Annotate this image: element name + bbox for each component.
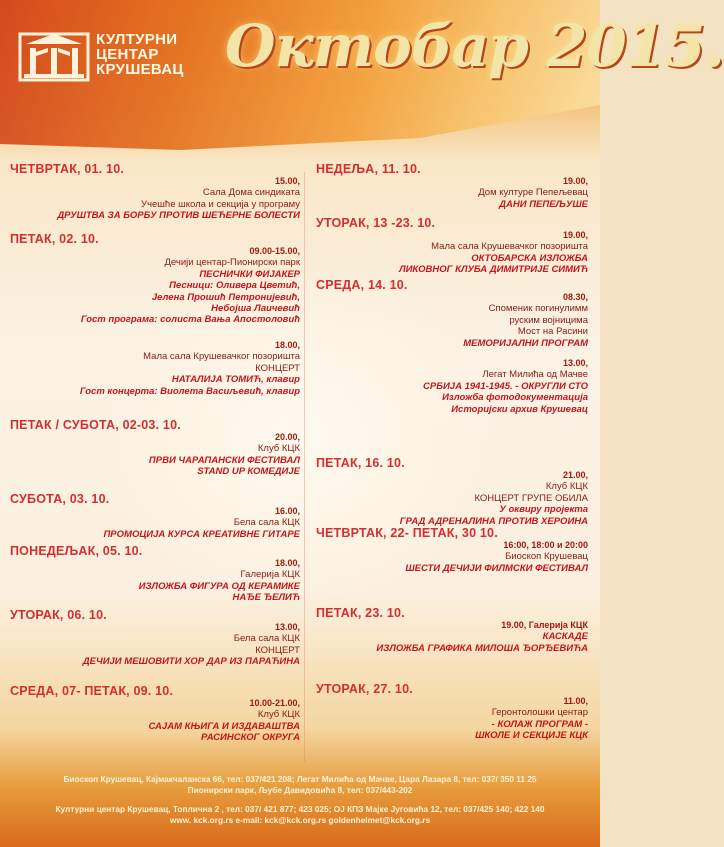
org-line: КУЛТУРНИ: [96, 31, 178, 48]
event-block: [10, 232, 300, 326]
event-day: СРЕДА, 14. 10.: [316, 278, 408, 292]
event-block: [316, 162, 588, 210]
event-title-line: НАЂЕ ЂЕЛИЋ: [232, 592, 300, 604]
event-title-line: ПРОМОЦИЈА КУРСА КРЕАТИВНЕ ГИТАРЕ: [103, 528, 300, 540]
event-block: [10, 608, 300, 668]
event-details: [316, 292, 588, 349]
event-day: ПЕТАК / СУБОТА, 02-03. 10.: [10, 418, 181, 432]
event-time: 13.00,: [562, 358, 588, 368]
event-venue-line: Сала Дома синдиката: [202, 187, 300, 199]
event-venue-line: руским војницима: [509, 314, 588, 326]
event-title-line: КАСКАДЕ: [542, 631, 588, 643]
footer-line: Пионирски парк, Љубе Давидовића 8, тел: 037/443-202: [187, 784, 413, 795]
event-title-line: Песници: Оливера Цветић,: [169, 280, 300, 292]
event-title-line: ПРВИ ЧАРАПАНСКИ ФЕСТИВАЛ: [148, 454, 300, 466]
event-block: [316, 682, 588, 742]
event-details: [10, 506, 300, 540]
event-time: 09.00-15.00,: [249, 246, 300, 256]
kck-logo-icon: [18, 28, 90, 84]
event-title-line: Гост концерта: Виолета Васиљевић, клавир: [79, 385, 300, 397]
footer-line: Биоскоп Крушевац, Кајмакчаланска 66, тел: 037/421 208; Легат Милића од Мачве, Цара Лазара 8, тел: 037/ 350 11 25: [63, 774, 537, 784]
event-block: [316, 606, 588, 654]
event-details: [10, 246, 300, 326]
event-venue-line: Легат Милића од Мачве: [482, 369, 588, 381]
event-block: [10, 492, 300, 540]
event-day: ПОНЕДЕЉАК, 05. 10.: [10, 544, 143, 558]
organization-name: [96, 32, 184, 77]
event-block: [10, 340, 300, 397]
event-block: [316, 216, 588, 276]
event-time: 16.00,: [274, 506, 300, 516]
event-time: 21.00,: [562, 470, 588, 480]
event-title-line: ДЕЧИЈИ МЕШОВИТИ ХОР ДАР ИЗ ПАРАЋИНА: [82, 656, 300, 668]
event-title-line: ДАНИ ПЕПЕЉУШЕ: [499, 198, 588, 210]
event-title-line: Небојша Лаичевић: [211, 303, 300, 315]
event-day: ПЕТАК, 16. 10.: [316, 456, 405, 470]
event-title-line: МЕМОРИЈАЛНИ ПРОГРАМ: [463, 337, 588, 349]
event-venue-line: Геронтолошки центар: [491, 707, 588, 719]
event-title-line: НАТАЛИЈА ТОМИЋ, клавир: [171, 374, 300, 386]
event-day: ПЕТАК, 23. 10.: [316, 606, 405, 620]
event-title-line: Историјски архив Крушевац: [451, 403, 588, 415]
org-line: КРУШЕВАЦ: [96, 61, 184, 78]
event-time: 19.00,: [562, 230, 588, 240]
event-title-line: САЈАМ КЊИГА И ИЗДАВАШТВА: [148, 720, 300, 732]
event-title-line: Јелена Прошић Петронијевић,: [151, 291, 300, 303]
event-block: [316, 278, 588, 349]
event-venue-line: Учешће школа и секција у програму: [141, 198, 300, 210]
event-details: [10, 622, 300, 668]
event-venue-line: Споменик погинулимм: [488, 303, 588, 315]
footer: [0, 774, 600, 825]
event-venue-line: Дечији центар-Пионирски парк: [164, 257, 300, 269]
footer-line: Културни центар Крушевац, Топлична 2 , тел: 037/ 421 877; 423 025; ОЈ КПЗ Мајке Југовића 12, тел: 037/425 140; 422 140: [55, 804, 545, 814]
event-time: 10.00-21.00,: [249, 698, 300, 708]
event-day: ЧЕТВРТАК, 01. 10.: [10, 162, 125, 176]
event-venue-line: Клуб КЦК: [257, 443, 300, 455]
event-time: 18.00,: [274, 340, 300, 350]
event-time: 15.00,: [274, 176, 300, 186]
event-venue-line: Мост на Расини: [517, 326, 588, 338]
event-block: [10, 544, 300, 604]
event-details: [10, 176, 300, 222]
event-venue-line: Клуб КЦК: [257, 709, 300, 721]
event-venue-line: КОНЦЕРТ: [255, 644, 300, 656]
event-details: [10, 558, 300, 604]
event-block: [316, 456, 588, 527]
event-details: [10, 340, 300, 397]
event-time: 08.30,: [562, 292, 588, 302]
event-day: УТОРАК, 27. 10.: [316, 682, 413, 696]
footer-spacer: [0, 795, 600, 804]
event-time: 18.00,: [274, 558, 300, 568]
event-time: 19.00, Галерија КЦК: [501, 620, 588, 630]
event-day: СУБОТА, 03. 10.: [10, 492, 110, 506]
event-title-line: - КОЛАЖ ПРОГРАМ -: [491, 718, 588, 730]
event-day: УТОРАК, 13 -23. 10.: [316, 216, 436, 230]
event-time: 16:00, 18:00 и 20:00: [503, 540, 588, 550]
event-title-line: У оквиру пројекта: [499, 504, 588, 516]
event-title-line: STAND UP КОМЕДИЈЕ: [197, 466, 300, 478]
event-title-line: ОКТОБАРСКА ИЗЛОЖБА: [471, 252, 588, 264]
event-day: УТОРАК, 06. 10.: [10, 608, 107, 622]
event-details: [316, 176, 588, 210]
event-venue-line: Бела сала КЦК: [233, 633, 300, 645]
event-title-line: РАСИНСКОГ ОКРУГА: [201, 732, 300, 744]
column-divider: [304, 172, 305, 762]
event-day: НЕДЕЉА, 11. 10.: [316, 162, 421, 176]
event-day: СРЕДА, 07- ПЕТАК, 09. 10.: [10, 684, 174, 698]
event-title-line: ЛИКОВНОГ КЛУБА ДИМИТРИЈЕ СИМИЋ: [399, 264, 588, 276]
event-block: [10, 684, 300, 744]
event-venue-line: Дом културе Пепељевац: [478, 187, 588, 199]
event-details: [316, 696, 588, 742]
event-title-line: ИЗЛОЖБА ФИГУРА ОД КЕРАМИКЕ: [138, 580, 300, 592]
org-line: ЦЕНТАР: [96, 46, 159, 63]
event-title-line: ГРАД АДРЕНАЛИНА ПРОТИВ ХЕРОИНА: [399, 515, 588, 527]
event-venue-line: Бела сала КЦК: [233, 517, 300, 529]
event-time: 20.00,: [274, 432, 300, 442]
event-title-line: ИЗЛОЖБА ГРАФИКА МИЛОША ЂОРЂЕВИЋА: [376, 642, 588, 654]
event-time: 19.00,: [562, 176, 588, 186]
event-title-line: ДРУШТВА ЗА БОРБУ ПРОТИВ ШЕЋЕРНЕ БОЛЕСТИ: [57, 210, 300, 222]
event-title-line: ШКОЛЕ И СЕКЦИЈЕ КЦК: [475, 730, 588, 742]
footer-line: www. kck.org.rs e-mail: kck@kck.org.rs goldenhelmet@kck.org.rs: [169, 814, 431, 825]
event-details: [316, 540, 588, 574]
event-venue-line: Биоскоп Крушевац: [505, 551, 588, 563]
month-title: Октобар 2015.: [225, 12, 724, 80]
event-venue-line: Мала сала Крушевачког позоришта: [143, 351, 300, 363]
event-day: ПЕТАК, 02. 10.: [10, 232, 99, 246]
event-details: [316, 358, 588, 415]
event-block: [10, 162, 300, 222]
event-details: [316, 620, 588, 654]
event-day: ЧЕТВРТАК, 22- ПЕТАК, 30 10.: [316, 526, 498, 540]
event-details: [10, 698, 300, 744]
event-title-line: Гост програма: солиста Вања Апостоловић: [80, 314, 300, 326]
event-title-line: ПЕСНИЧКИ ФИЈАКЕР: [199, 268, 300, 280]
event-details: [316, 470, 588, 527]
event-block: [10, 418, 300, 478]
event-venue-line: Мала сала Крушевачког позоришта: [431, 241, 588, 253]
event-venue-line: КОНЦЕРТ ГРУПЕ ОБИЛА: [474, 492, 588, 504]
event-block: [316, 526, 588, 574]
event-venue-line: Галерија КЦК: [240, 569, 300, 581]
event-details: [316, 230, 588, 276]
event-title-line: СРБИЈА 1941-1945. - ОКРУГЛИ СТО: [423, 380, 588, 392]
event-details: [10, 432, 300, 478]
event-title-line: Изложба фотодокументација: [442, 392, 588, 404]
event-block: [316, 358, 588, 415]
event-venue-line: КОНЦЕРТ: [255, 362, 300, 374]
event-title-line: ШЕСТИ ДЕЧИЈИ ФИЛМСКИ ФЕСТИВАЛ: [405, 562, 588, 574]
event-venue-line: Клуб КЦК: [545, 481, 588, 493]
event-time: 11.00,: [563, 696, 588, 706]
event-time: 13.00,: [274, 622, 300, 632]
